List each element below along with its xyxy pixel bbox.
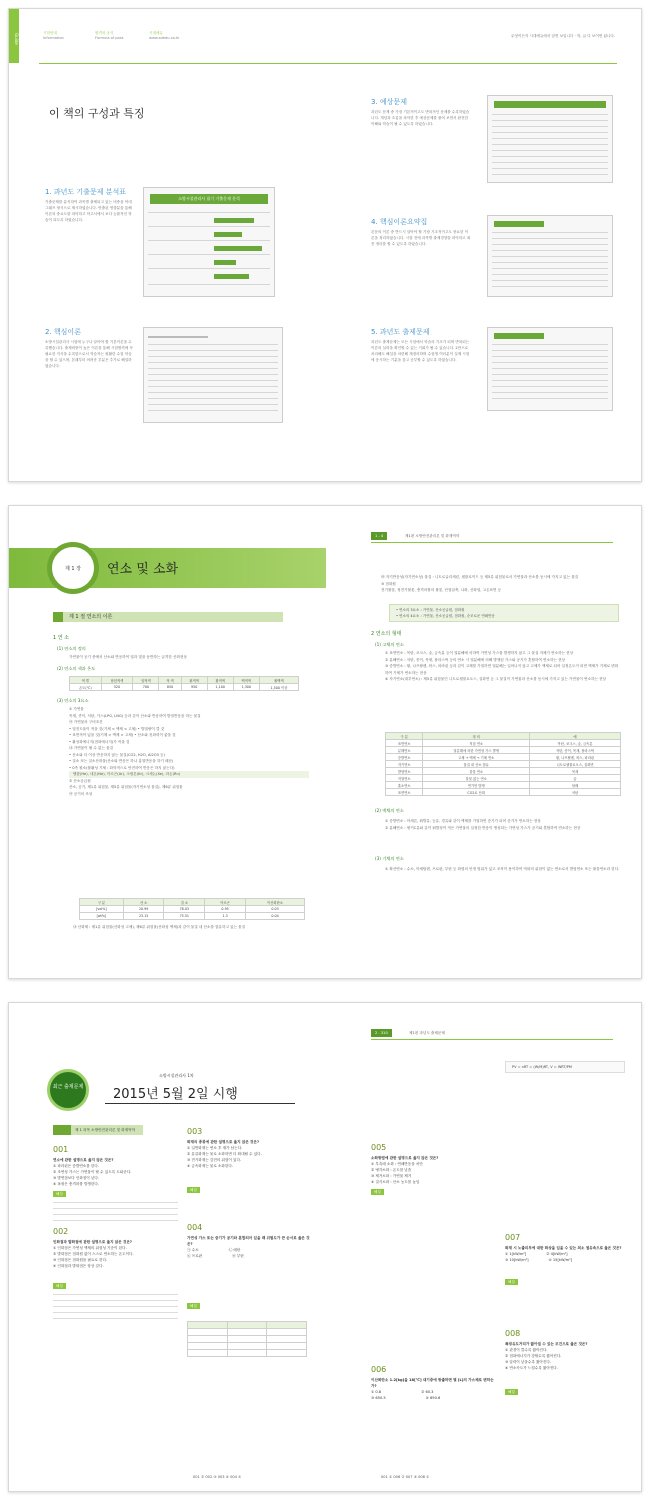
exam-title-rule: [105, 1103, 295, 1104]
item-heading-combustion: 1 연 소: [53, 635, 70, 641]
oxidizer-text: ㉯ 산화제 : 제1류 위험물(산화성 고체), 제6류 위험물(산화성 액체)과 같이 물질 내 산소를 함유하고 있는 물질: [73, 925, 246, 929]
question-block: 인화점과 발화점에 관한 설명으로 옳지 않은 것은? ① 인화점은 가연성 액체의 위험성 기준이 된다. ② 발화점은 점화원 없이 스스로 연소하는 온도이다. ③ 인화점은 점화원을 필요로 한다. ④ 인화점과 발화점은 항상 같다.: [53, 1240, 134, 1268]
section-body-5: 과년도 출제문제는 모든 시험에서 학습의 기초가 되며 반복되는 이론의 실력을 확인할 수 있는 기회가 될 수 있습니다. 2만으로 처리해도 해설을 마련해 재정의하며 수험생 여러분이 실제 시험에 응시하는 기분을 갖고 공부할 수 있도록 하였습니다.: [371, 340, 470, 362]
liquid-list: ① 증발연소 : 아세톤, 휘발유, 등유, 경유와 같이 액체를 가열하면 증기가 되어 증기가 연소하는 현상 ② 분해연소 : 벙커C유와 같이 휘발성이 적은 가연물의 일정한 반응이 생성되는 가연성 가스가 공기와 혼합하여 연소하는 현상: [385, 819, 581, 830]
guide-tab: Guide: [9, 9, 19, 63]
solid-heading: (1) 고체의 연소: [375, 642, 404, 647]
thumbnail-past-exams: [487, 327, 613, 411]
color-heading: (2) 연소의 색과 온도: [57, 666, 96, 671]
thumbnail-theory-summary: [487, 215, 613, 297]
subject-header: 제 1 과목 소방안전관리론 및 화재역학: [53, 1125, 143, 1135]
answer-key-right: 001 ① 006 ② 007 ③ 008 ①: [381, 1475, 430, 1479]
right-continued-list: ㉰ 자기반응성(자기연소성) 물질 : 니트로글리세린, 셀룰로이드 등 제5류 위험물로서 가연물과 산소를 동시에 가지고 있는 물질 ③ 점화원 전기불꽃, 정전기불꽃, 충격마찰의 불꽃, 단열압축, 나화, 산화열, 고온표면 등: [381, 575, 579, 592]
header-col-1: 시험안내 Information: [43, 31, 64, 40]
section-title-5: 5. 과년도 출제문제: [371, 328, 430, 336]
header-col-2: 합격의 공식 Formula of pass: [95, 31, 124, 40]
definition-heading: (1) 연소의 정의: [57, 646, 86, 651]
question-block: 가연성 가스 또는 증기가 공기와 혼합되어 있을 때 위험도가 큰 순서로 옳은 것은? ㉠ 수소 ㉡ 메탄 ㉢ 프로판 ㉣ 부탄: [187, 1236, 310, 1258]
question-number: 008: [505, 1329, 521, 1338]
liquid-heading: (2) 액체의 연소: [375, 808, 404, 813]
explosion-range-table: [187, 1321, 307, 1357]
gas-heading: (3) 기체의 연소: [375, 856, 404, 861]
page-title: 이 책의 구성과 특징: [49, 107, 145, 120]
question-number: 007: [505, 1233, 521, 1242]
explanation-lines: [53, 1199, 178, 1221]
section-body-4: 본문의 이론 중 반드시 알아야 할 가장 기초적이고도 중요한 이론을 정리하였습니다. 시험 전에 과목별 출제경향을 파악하고 최종 정리를 할 수 있도록 하였습니다.: [371, 230, 471, 246]
thumbnail-expected-questions: [487, 95, 613, 183]
subsection-header: 제 1 절 연소의 이론: [53, 612, 283, 622]
question-block: 연소에 관한 설명으로 옳지 않은 것은? ① 파라핀은 증발연소를 한다. ② 조연성 가스는 가연물이 탈 수 있도록 도와준다. ③ 발연점보다 인화점이 낮다. ④ 폭굉은 충격파를 발생한다.: [53, 1158, 132, 1186]
explanation-tag: 해설: [371, 1189, 384, 1195]
thumbnail-title: 소방시설관리사 필기 기출문제 분석: [150, 194, 268, 204]
page-tag: 1 - 4: [371, 532, 387, 540]
question-block: 화재 시 노출피부에 대한 화상을 입을 수 있는 최소 열유속으로 옳은 것은? ① 1[kW/m²] ② 4[kW/m²] ③ 10[kW/m²] ④ 15[kW/m²]: [505, 1246, 622, 1262]
exam-subtitle: 소방시설관리사 1차: [159, 1073, 194, 1078]
header-slogan: 무엇이든지 시대에듀에서 알면 보입니다 · 학, 글 다 보이면 됩니다.: [511, 34, 615, 38]
question-number: 003: [187, 1127, 203, 1136]
section-body-2: 소방시설관리사 시험에 누구나 알아야 할 기본이론을 수록했습니다. 출제비중이 높은 이론을 통해 시험합격에 꼭 필요한 지식을 수록함으로서 학습자는 원활한 수험 학습을 할 수 있으며, 본래부터 어려운 부분은 추가로 해설하였습니다.: [45, 340, 133, 368]
right-header-rule: [371, 542, 613, 543]
explanation-lines: [53, 1291, 178, 1319]
recent-exam-badge: 최근 출제문제: [47, 1069, 89, 1111]
question-number: 006: [371, 1365, 387, 1374]
page-tag: 2 - 310: [371, 1029, 392, 1037]
page-tag-title: 제1편 과년도 출제문제: [409, 1031, 445, 1035]
explanation-tag: 해설: [53, 1191, 66, 1197]
gas-list: ① 확산연소 : 수소, 아세틸렌, 프로판, 부탄 등 화염의 안정 범위가 넓고 조작이 용이하여 역화의 위험이 없는 연소로서 발염연소 또는 불꽃연소라 한다.: [385, 867, 620, 871]
explanation-tag: 해설: [505, 1279, 518, 1285]
combustion-form-table: 구 분 정 의 예 표면연소 직접 연소 목탄, 코크스, 숯, 금속분 분해연소 열분해에 의한 가연성 가스 발생 석탄, 종이, 목재, 플라스틱 증발연소 고체 → 액체 → 기체 연소 황, 나프탈렌, 왁스, 파라핀 자기연소 물질 내 산소 함유 니트로셀룰로오스, 질화면 발염연소 불꽃 연소 목재 작열연소 불꽃 없는 연소 숯 훈소연소 연기만 발생 담배 표면연소 CO2로 산화 석탄: [385, 732, 621, 796]
section-title-4: 4. 핵심이론요약집: [371, 218, 428, 226]
question-number: 001: [53, 1145, 69, 1154]
question-number: 002: [53, 1227, 69, 1236]
right-header-rule: [371, 1039, 613, 1040]
question-number: 005: [371, 1143, 387, 1152]
section-title-2: 2. 핵심이론: [45, 328, 81, 336]
question-block: 폭굉유도거리가 짧아질 수 있는 조건으로 옳은 것은? ① 관경이 클수록 짧아진다. ② 점화에너지가 강할수록 짧아진다. ③ 압력이 낮을수록 짧아진다. ④ 연소속도가 느릴수록 짧아진다.: [505, 1342, 588, 1370]
explanation-tag: 해설: [53, 1283, 66, 1289]
page-tag-title: 제1편 소방안전관리론 및 화재역학: [405, 534, 460, 538]
question-block: 화재의 종류에 관한 설명으로 옳지 않은 것은? ① 일반화재는 연소 후 재가 남는다. ② 유류화재는 물로 소화하면 더 확대될 수 있다. ③ 전기화재는 감전의 위험이 있다. ④ 금속화재는 물로 소화한다.: [187, 1140, 262, 1168]
air-composition-table: 구 분 산 소 질 소 아르곤 이산화탄소 [vol%] 20.99 78.03 0.95 0.03 [wt%] 23.15 75.51 1.3 0.04: [79, 898, 305, 920]
solid-list: ① 표면연소 : 목탄, 코크스, 숯, 금속분 등이 열분해에 의하여 가연성 가스를 발생하지 않고 그 물질 자체가 연소하는 현상 ② 분해연소 : 석탄, 종이, 목재, 플라스틱 등의 연소 시 열분해에 의해 발생된 가스와 공기가 혼합하여 연소하는 현상 ③ 증발연소 : 황, 나프탈렌, 왁스, 파라핀 등과 같이 고체를 가열하면 열분해는 일어나지 않고 고체가 액체로 되어 일정온도가 되면 액체가 기체로 변화하여 기체가 연소하는 현상 ④ 자기연소(내부연소) : 제5류 위험물인 니트로셀룰로오스, 질화면 등 그 물질이 가연물과 산소를 동시에 가지고 있는 가연물이 연소하는 현상: [385, 651, 619, 681]
question-number: 004: [187, 1223, 203, 1232]
definition-text: 가연물이 공기 중에서 산소와 반응하여 열과 빛을 동반하는 급격한 산화현상: [69, 655, 187, 659]
question-block: 이산화탄소 1.2[kg]을 18[℃] 대기중에 방출하면 몇 [L]의 가스체로 변하는가? ① 0.8 ② 60.3 ③ 650.5 ④ 690.6: [371, 1378, 494, 1400]
color-temperature-table: 색 별 담암적색 암적색 적 색 휘적색 황적색 백적색 휘백색 온도(℃) 520 700 850 950 1,100 1,300 1,500 이상: [69, 676, 299, 691]
section-body-3: 과년도 문제 중 가장 기본적이고도 반복적인 문제를 수록하였습니다. 개념과 흐름을 파악한 후 예상문제를 풀어 보면서 완전한 이해와 학습이 될 수 있도록 하였습니다.: [371, 110, 470, 126]
elements-heading: (3) 연소의 3요소: [57, 698, 89, 703]
thumbnail-analysis-table: [143, 187, 275, 297]
formula-box: PV = nRT = (W/M)RT, V = WRT/PM: [505, 1061, 625, 1073]
form-heading: 2 연소의 형태: [371, 631, 402, 637]
exam-title: 2015년 5월 2일 시행: [113, 1087, 238, 1102]
header-rule: [39, 63, 617, 64]
question-block: 소화방법에 관한 설명으로 옳지 않은 것은? ① 부촉매 소화 : 연쇄반응을 차단 ② 냉각소화 : 온도를 낮춤 ③ 제거소화 : 가연물 제거 ④ 질식소화 : 산소 농도를 높임: [371, 1156, 439, 1184]
elements-list: ① 가연물 목재, 종이, 석탄, 가스(LPG, LNG) 등과 같이 산소와 반응하여 발열반응을 하는 물질 ㉮ 가연물의 구비조건 • 열전도율이 적을 것(기체 < 액체 < 고체) • 발열량이 클 것 • 표면적이 넓을 것(기체 > 액체 > 고체) • 산소와 친화력이 좋을 것 • 활성화에너지(점화에너지)가 작을 것 ㉯ 가연물이 될 수 없는 물질 • 산소와 더 이상 반응하지 않는 물질(CO2, H2O, Al2O3 등) • 질소 또는 질소산화물(산소와 반응은 하나 흡열반응을 하기 때문) • 0족 원소(불활성 기체 : 화학적으로 안전하여 반응은 하지 않는다) 헬륨(He), 네온(Ne), 아르곤(Ar), 크립톤(Kr), 크세논(Xe), 라돈(Rn) ② 산소공급원 산소, 공기, 제1류 위험물, 제5류 위험물(자기연소성 물질), 제6류 위험물 ㉮ 공기의 조성: [69, 706, 309, 797]
explanation-tag: 해설: [187, 1303, 200, 1309]
section-title-1: 1. 과년도 기출문제 분석표: [45, 188, 126, 196]
explanation-tag: 해설: [505, 1389, 518, 1395]
header-col-3: 시대에듀 www.sdedu.co.kr: [149, 31, 180, 40]
chapter-number-badge: 제 1 장: [47, 542, 99, 594]
page-book-structure: [8, 8, 642, 482]
explanation-tag: 해설: [187, 1187, 200, 1193]
section-body-1: 기출문제를 분석하여 과목별 출제되고 있는 비중을 막대그래프 형식으로 제시하였습니다. 빈출된 영향분을 통해 이론의 중요도를 파악하고 학고서에서 보다 능률적인 학습이 되도록 하였습니다.: [45, 200, 132, 222]
note-box-elements: • 연소의 3요소 : 가연물, 산소공급원, 점화원 • 연소의 4요소 : 가연물, 산소공급원, 점화원, 순조로운 연쇄반응: [389, 604, 619, 622]
answer-key-left: 001 ② 002 ③ 003 ④ 004 ①: [193, 1475, 242, 1479]
thumbnail-core-theory: [143, 327, 283, 423]
section-title-3: 3. 예상문제: [371, 98, 407, 106]
page-combustion-chapter: [8, 505, 642, 979]
chapter-title: 연소 및 소화: [107, 562, 179, 577]
page-recent-exam: [8, 1002, 642, 1492]
